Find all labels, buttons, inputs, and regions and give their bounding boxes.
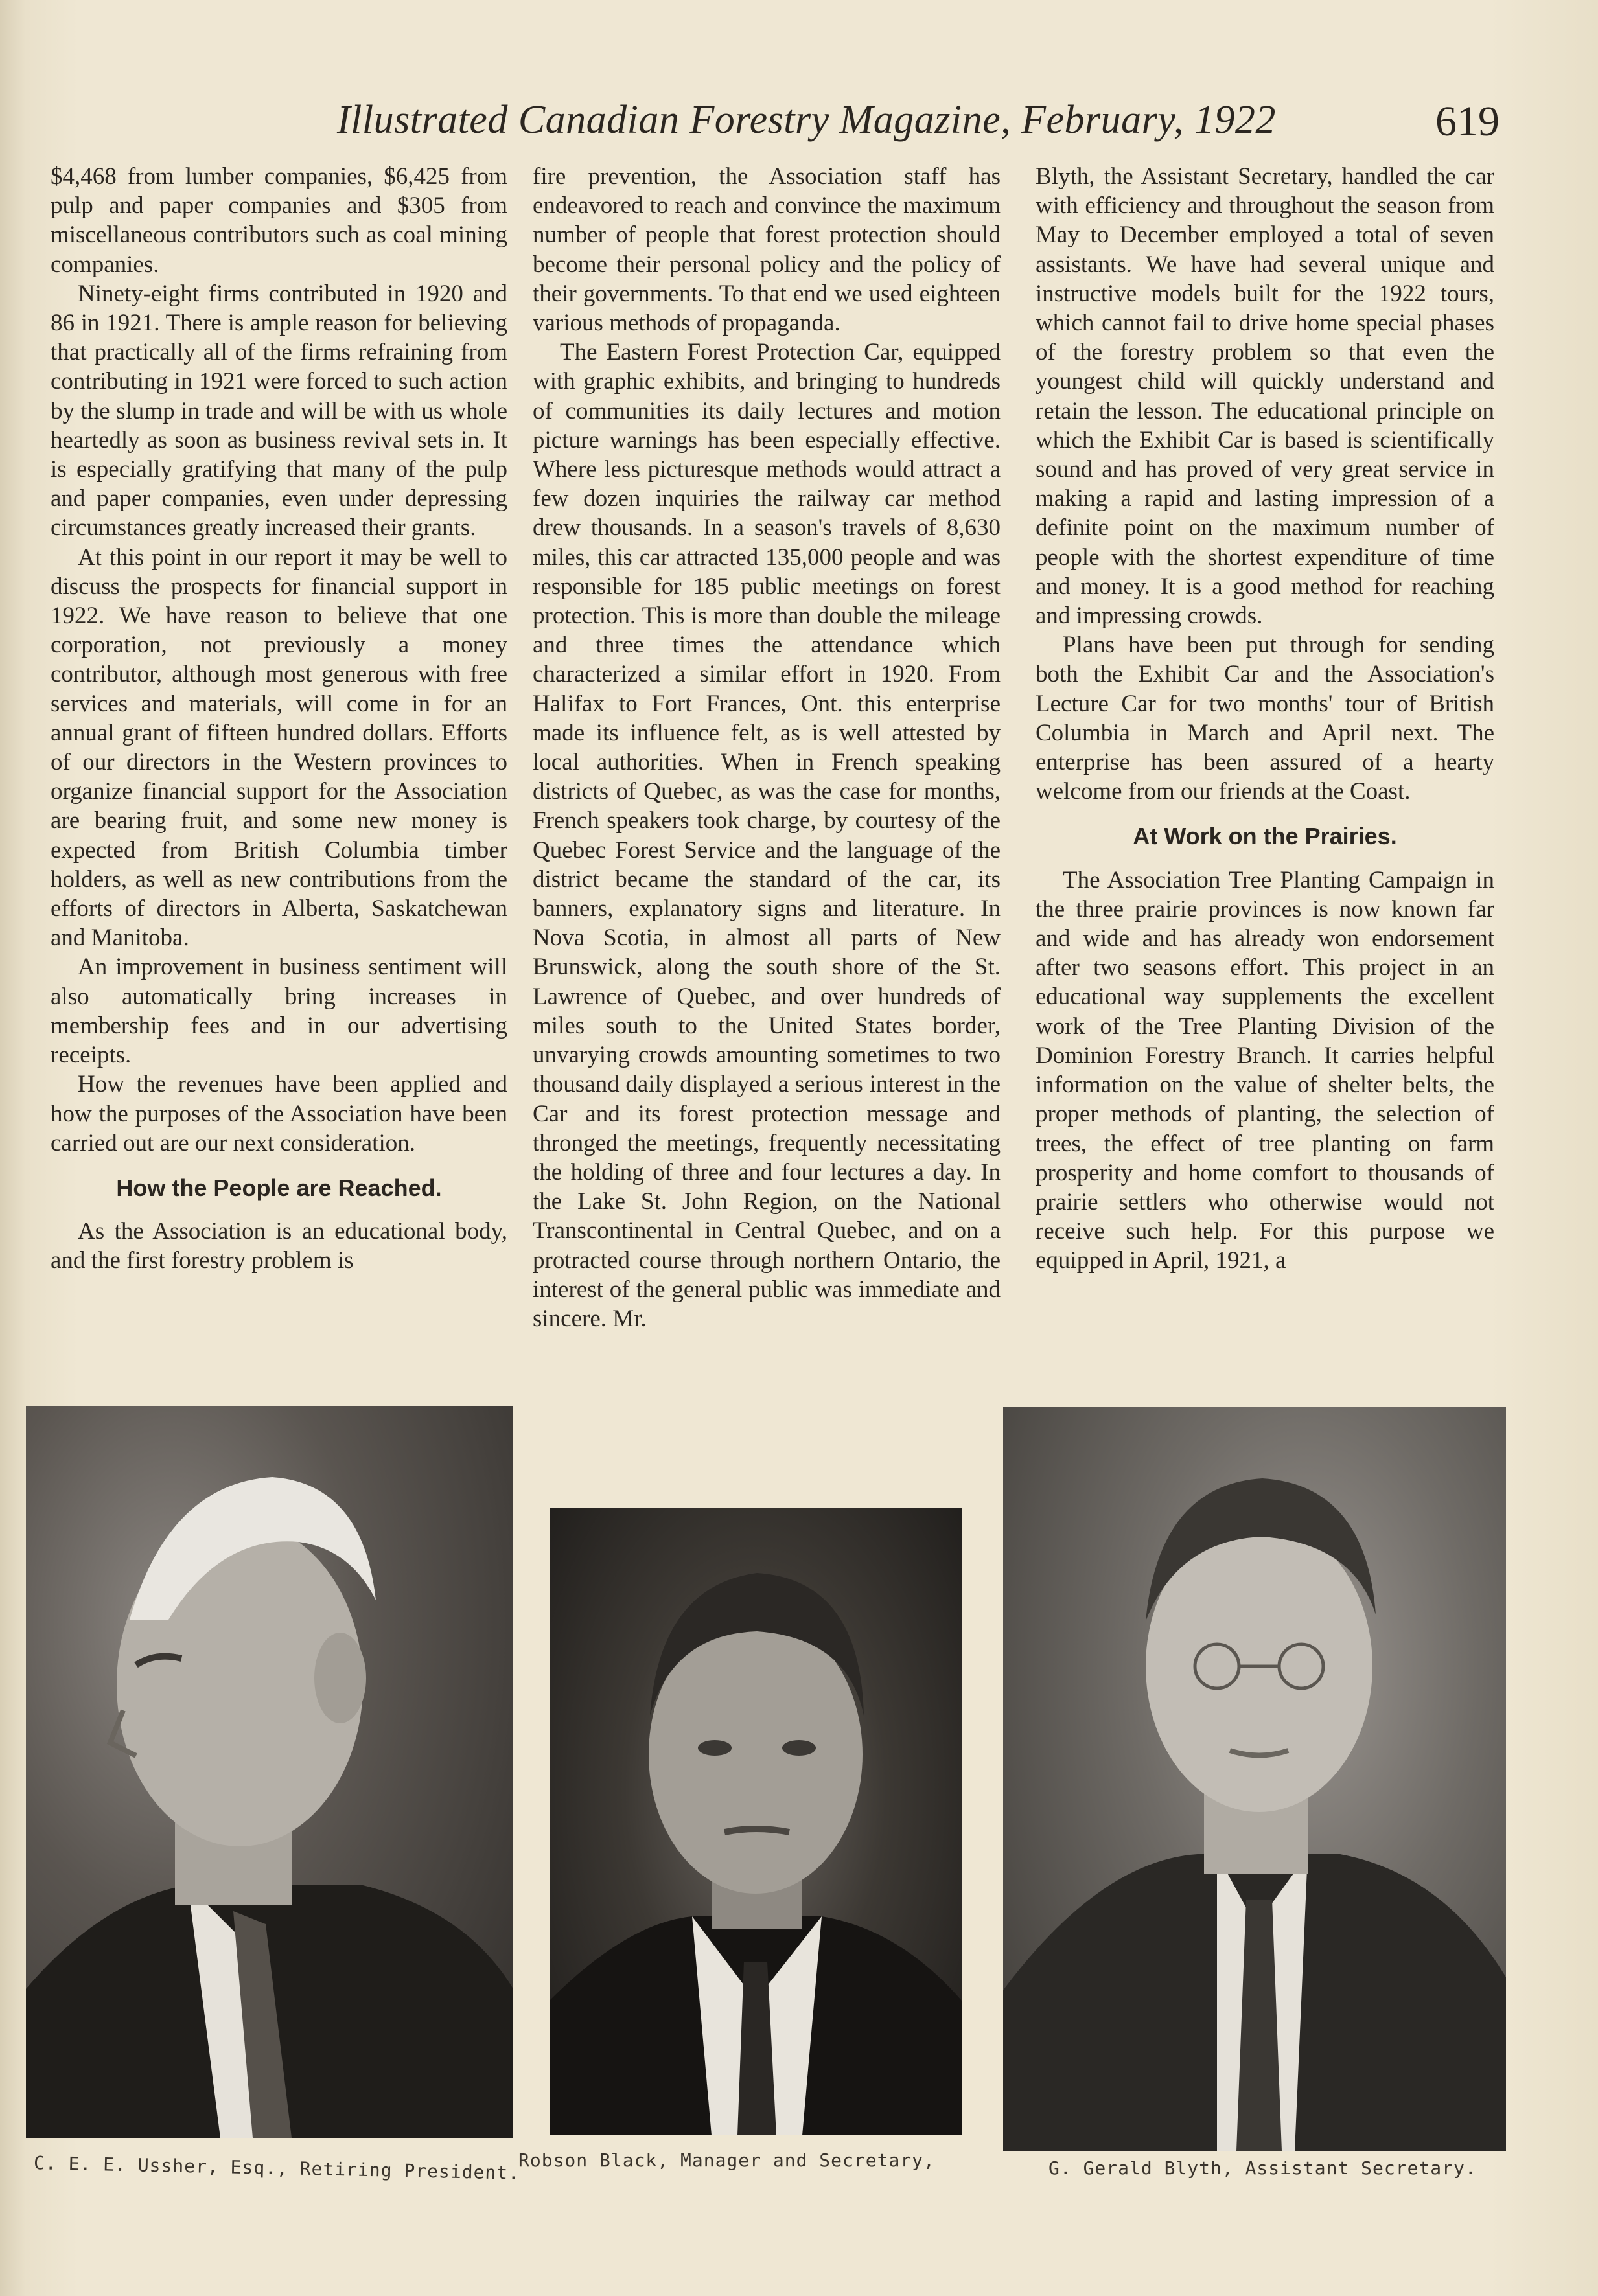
paragraph: An improvement in business sentiment will also automatically bring increases in membership fees and in our advertising receipts.	[51, 954, 507, 1069]
paragraph: fire prevention, the Association staff has endeavored to reach and convince the maximum number of people that forest protection should become their personal policy and the policy of their governments. To that end we used eighteen various methods of propaganda.	[533, 163, 1001, 337]
photo-caption: Robson Black, Manager and Secretary,	[518, 2150, 935, 2171]
text-column-2	[533, 162, 1001, 1333]
page-number: 619	[1435, 98, 1500, 145]
paragraph: The Eastern Forest Protection Car, equipped with graphic exhibits, and bringing to hundreds of communities its daily lectures and motion picture warnings has been especially effective. Where less picturesque methods would attract a few dozen inquiries the railway car method drew thousands. In a season's travels of 8,630 miles, this car attracted 135,000 people and was responsible for 185 public meetings on forest protection. This is more than double the mileage and three times the attendance which characterized a similar effort in 1920. From Halifax to Fort Frances, Ont. this enterprise made its influence felt, as is well attested by local authorities. When in French speaking districts of Quebec, as was the case for months, French speakers took charge, by courtesy of the Quebec Forest Service and the language of the district became the standard of the car, its banners, explanatory signs and literature. In Nova Scotia, in almost all parts of New Brunswick, along the south shore of the St. Lawrence of Quebec, and over hundreds of miles south to the United States border, unvarying crowds amounting sometimes to two thousand daily displayed a serious interest in the Car and its forest protection message and thronged the meetings, frequently necessitating the holding of three and four lectures a day. In the Lake St. John Region, on the National Transcontinental in Central Quebec, and on a protracted course through northern Ontario, the interest of the general public was immediate and sincere. Mr.	[533, 339, 1001, 1332]
portrait-blyth-illustration	[1003, 1407, 1506, 2151]
paragraph: Ninety-eight firms contributed in 1920 and 86 in 1921. There is ample reason for believing that practically all of the firms refraining from contributing in 1921 were forced to such action by the slump in trade and will be with us whole heartedly as soon as business revival sets in. It is especially gratifying that many of the pulp and paper companies, even under depressing circumstances greatly increased their grants.	[51, 280, 507, 542]
paragraph: How the revenues have been applied and how the purposes of the Association have been carried out are our next consideration.	[51, 1071, 507, 1156]
photo-caption: C. E. E. Ussher, Esq., Retiring President.	[33, 2152, 520, 2184]
paragraph: At this point in our report it may be well to discuss the prospects for financial support in 1922. We have reason to believe that one corporation, not previously a money contributor, although most generous with free services and materials, will come in for an annual grant of fifteen hundred dollars. Efforts of our directors in the Western provinces to organize financial support for the Association are bearing fruit, and some new money is expected from British Columbia timber holders, as well as new contributions from the efforts of directors in Alberta, Saskatchewan and Manitoba.	[51, 544, 507, 952]
text-column-1	[51, 162, 507, 1276]
portrait-photo-ussher	[26, 1406, 513, 2138]
section-heading: How the People are Reached.	[116, 1174, 442, 1201]
portrait-photo-black	[550, 1508, 962, 2135]
text-column-3	[1036, 162, 1494, 1276]
paragraph: $4,468 from lumber companies, $6,425 from pulp and paper companies and $305 from miscellaneous contributors such as coal mining companies.	[51, 163, 507, 278]
paragraph: As the Association is an educational body, and the first forestry problem is	[51, 1218, 507, 1274]
paragraph: Blyth, the Assistant Secretary, handled the car with efficiency and throughout the season from May to December employed a total of seven assistants. We have had several unique and instructive models built for the 1922 tours, which cannot fail to drive home special phases of the forestry problem so that even the youngest child will quickly understand and retain the lesson. The educational principle on which the Exhibit Car is based is scientifically sound and has proved of very great service in making a rapid and lasting impression of a definite point on the maximum number of people with the shortest expenditure of time and money. It is a good method for reaching and impressing crowds.	[1036, 163, 1494, 630]
portrait-photo-blyth	[1003, 1407, 1506, 2151]
paragraph: The Association Tree Planting Campaign in the three prairie provinces is now known far and wide and has already won endorsement after two seasons effort. This project in an educational way supplements the excellent work of the Tree Planting Division of the Dominion Forestry Branch. It carries helpful information on the value of shelter belts, the proper methods of planting, the selection of trees, the effect of tree planting on farm prosperity and home comfort to thousands of prairie settlers who otherwise would not receive such help. For this purpose we equipped in April, 1921, a	[1036, 866, 1494, 1274]
portrait-black-illustration	[550, 1508, 962, 2135]
portrait-ussher-illustration	[26, 1406, 513, 2138]
photo-caption: G. Gerald Blyth, Assistant Secretary.	[1048, 2157, 1477, 2179]
running-header-title: Illustrated Canadian Forestry Magazine, February, 1922	[337, 98, 1276, 142]
section-heading: At Work on the Prairies.	[1133, 823, 1397, 850]
paragraph: Plans have been put through for sending both the Exhibit Car and the Association's Lecture Car for two months' tour of British Columbia in March and April next. The enterprise has been assured of a hearty welcome from our friends at the Coast.	[1036, 632, 1494, 805]
